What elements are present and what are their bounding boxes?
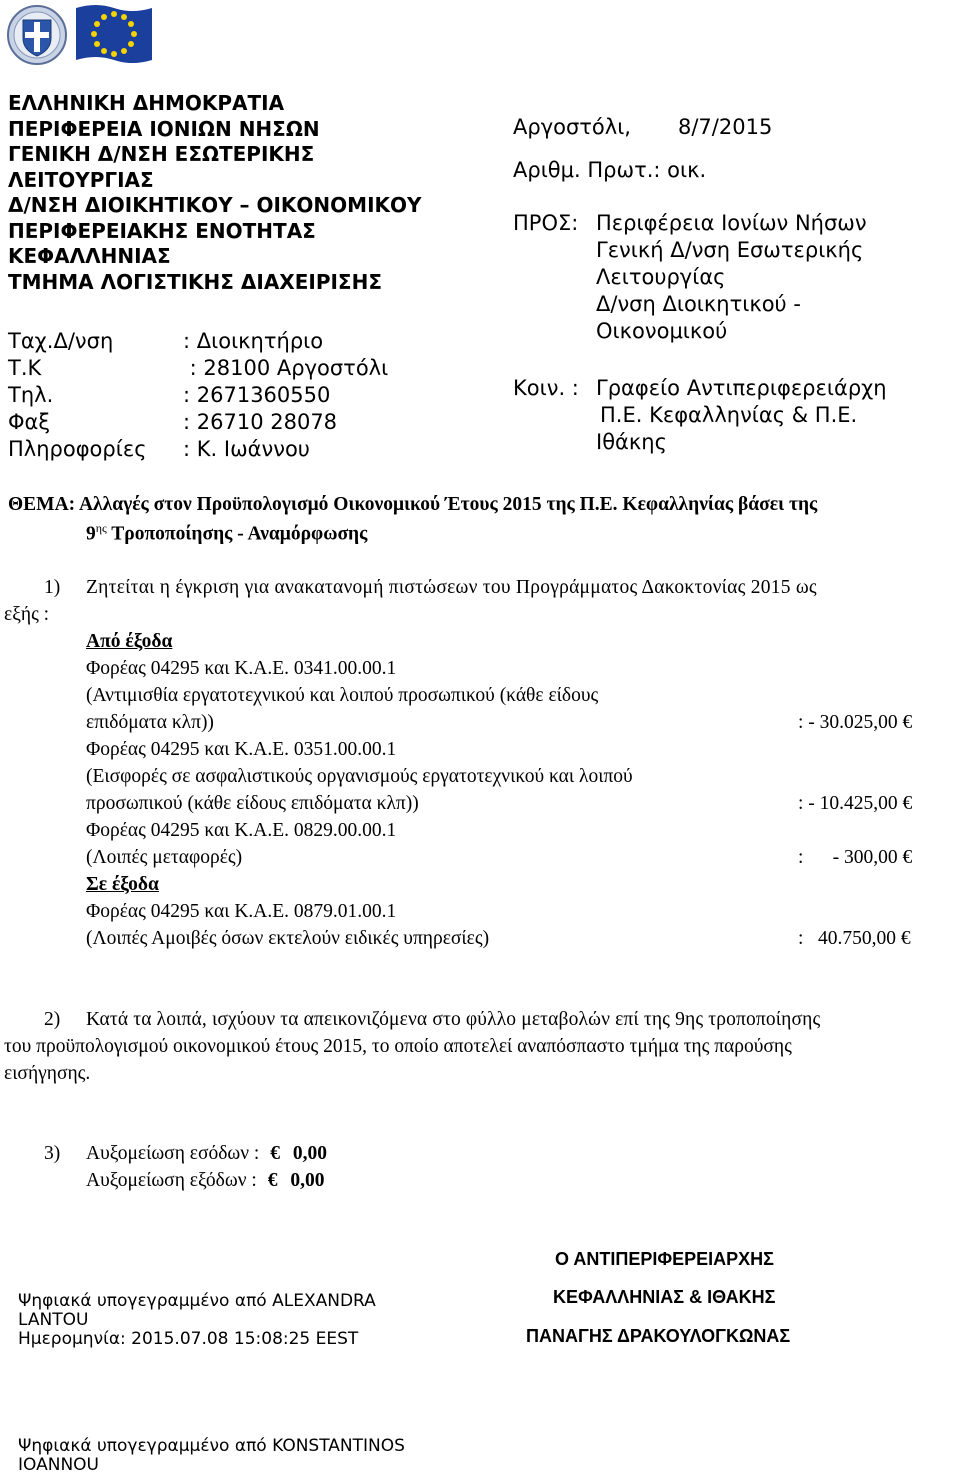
- digital-signature-1: [18, 1292, 376, 1349]
- line-item: Φορέας 04295 και Κ.Α.Ε. 0829.00.00.1: [86, 820, 397, 841]
- contact-value: : 2671360550: [183, 383, 331, 407]
- amount: : - 30.025,00 €: [798, 712, 913, 733]
- digital-signature-date: Ημερομηνία: 2015.07.08 15:08:25 EEST: [18, 1329, 359, 1349]
- contact-label: Ταχ.Δ/νση: [8, 329, 114, 353]
- contact-block: [8, 328, 388, 463]
- signer-region: ΚΕΦΑΛΛΗΝΙΑΣ & ΙΘΑΚΗΣ: [553, 1287, 776, 1307]
- eu-flag-logo: [74, 2, 154, 66]
- header-line: ΕΛΛΗΝΙΚΗ ΔΗΜΟΚΡΑΤΙΑ: [8, 91, 285, 115]
- amount: : - 10.425,00 €: [798, 793, 913, 814]
- line-item: Φορέας 04295 και Κ.Α.Ε. 0341.00.00.1: [86, 658, 397, 679]
- date-line: [513, 114, 772, 141]
- expense-change-row: [86, 1167, 324, 1194]
- digital-signature-text: IOANNOU: [18, 1455, 99, 1475]
- item2-text: Κατά τα λοιπά, ισχύουν τα απεικονιζόμενα στο φύλλο μεταβολών επί της 9ης τροποποίησης: [86, 1009, 821, 1030]
- recipient-line: Δ/νση Διοικητικού -: [596, 292, 801, 316]
- line-item: Φορέας 04295 και Κ.Α.Ε. 0351.00.00.1: [86, 739, 397, 760]
- signer-title: Ο ΑΝΤΙΠΕΡΙΦΕΡΕΙΑΡΧΗΣ: [555, 1249, 774, 1269]
- date: 8/7/2015: [678, 115, 773, 139]
- header-line: ΚΕΦΑΛΛΗΝΙΑΣ: [8, 244, 171, 268]
- expense-change-value: 0,00: [290, 1170, 325, 1191]
- recipient-label: ΠΡΟΣ:: [513, 211, 579, 235]
- subject-ordinal: 9: [86, 523, 96, 545]
- item2-text: εισήγησης.: [4, 1063, 91, 1084]
- revenue-change-value: 0,00: [292, 1143, 327, 1164]
- line-item: (Αντιμισθία εργατοτεχνικού και λοιπού προσωπικού (κάθε είδους: [86, 685, 599, 706]
- revenue-change-label: Αυξομείωση εσόδων :: [86, 1143, 260, 1164]
- header-line: ΓΕΝΙΚΗ Δ/ΝΣΗ ΕΣΩΤΕΡΙΚΗΣ: [8, 142, 315, 166]
- contact-value: : Διοικητήριο: [183, 329, 324, 353]
- item2-number: 2): [44, 1009, 61, 1030]
- euro-symbol: €: [267, 1170, 278, 1191]
- digital-signature-2: [18, 1437, 405, 1475]
- cc-line: Π.Ε. Κεφαλληνίας & Π.Ε.: [600, 403, 858, 427]
- subject-ordinal-suffix: ης: [95, 521, 107, 535]
- line-item: προσωπικού (κάθε είδους επιδόματα κλπ)): [86, 793, 419, 814]
- euro-symbol: €: [270, 1143, 280, 1164]
- subject-line-2: [86, 521, 367, 546]
- contact-label: Πληροφορίες: [8, 437, 147, 461]
- cc-line: Γραφείο Αντιπεριφερειάρχη: [596, 376, 887, 400]
- line-item: (Λοιπές Αμοιβές όσων εκτελούν ειδικές υπηρεσίες): [86, 928, 490, 949]
- recipient-line: Οικονομικού: [596, 319, 728, 343]
- contact-label: Φαξ: [8, 410, 51, 434]
- contact-label: Τ.Κ: [8, 356, 42, 380]
- greek-coat-of-arms-logo: [6, 4, 68, 66]
- from-expenses-heading: Από έξοδα: [86, 631, 173, 652]
- recipient-line: Λειτουργίας: [596, 265, 726, 289]
- expense-change-label: Αυξομείωση εξόδων :: [86, 1170, 257, 1191]
- digital-signature-text: Ψηφιακά υπογεγραμμένο από KONSTANTINOS: [18, 1436, 405, 1456]
- line-item: (Λοιπές μεταφορές): [86, 847, 243, 868]
- amount: : - 300,00 €: [798, 847, 913, 868]
- header-block: [8, 91, 422, 295]
- contact-value: : 28100 Αργοστόλι: [183, 356, 389, 380]
- item3-number: 3): [44, 1143, 61, 1164]
- item1-text-cont: εξής :: [4, 604, 50, 625]
- line-item: (Εισφορές σε ασφαλιστικούς οργανισμούς εργατοτεχνικού και λοιπού: [86, 766, 633, 787]
- place: Αργοστόλι,: [513, 115, 631, 139]
- header-line: ΤΜΗΜΑ ΛΟΓΙΣΤΙΚΗΣ ΔΙΑΧΕΙΡΙΣΗΣ: [8, 269, 382, 294]
- header-line: ΠΕΡΙΦΕΡΕΙΑΚΗΣ ΕΝΟΤΗΤΑΣ: [8, 218, 316, 243]
- contact-value: : 26710 28078: [183, 410, 338, 434]
- cc-line: Ιθάκης: [596, 430, 667, 454]
- line-item: Φορέας 04295 και Κ.Α.Ε. 0879.01.00.1: [86, 901, 397, 922]
- recipient-line: Γενική Δ/νση Εσωτερικής: [596, 238, 864, 262]
- to-expenses-heading: Σε έξοδα: [86, 874, 159, 895]
- contact-value: : Κ. Ιωάννου: [183, 437, 310, 461]
- digital-signature-text: LANTOU: [18, 1310, 89, 1330]
- amount: : 40.750,00 €: [798, 928, 911, 949]
- recipient-line: Περιφέρεια Ιονίων Νήσων: [596, 211, 867, 235]
- cc-label: Κοιν. :: [513, 376, 579, 400]
- line-item: επιδόματα κλπ)): [86, 712, 214, 733]
- protocol-number: Αριθμ. Πρωτ.: οικ.: [513, 158, 707, 182]
- subject-rest: Τροποποίησης - Αναμόρφωσης: [106, 523, 368, 545]
- digital-signature-text: Ψηφιακά υπογεγραμμένο από ALEXANDRA: [18, 1291, 376, 1311]
- contact-label: Τηλ.: [8, 383, 54, 407]
- recipient-block: [596, 210, 867, 345]
- header-line: Δ/ΝΣΗ ΔΙΟΙΚΗΤΙΚΟΥ – ΟΙΚΟΝΟΜΙΚΟΥ: [8, 193, 422, 217]
- header-line: ΠΕΡΙΦΕΡΕΙΑ ΙΟΝΙΩΝ ΝΗΣΩΝ: [8, 116, 320, 141]
- item1-number: 1): [44, 577, 61, 598]
- signer-name: ΠΑΝΑΓΗΣ ΔΡΑΚΟΥΛΟΓΚΩΝΑΣ: [526, 1326, 791, 1346]
- header-line: ΛΕΙΤΟΥΡΓΙΑΣ: [8, 167, 154, 192]
- item2-text: του προϋπολογισμού οικονομικού έτους 2015, το οποίο αποτελεί αναπόσπαστο τμήμα της παρούσης: [4, 1036, 792, 1057]
- subject-line: ΘΕΜΑ: Αλλαγές στον Προϋπολογισμό Οικονομικού Έτους 2015 της Π.Ε. Κεφαλληνίας βάσει της: [8, 494, 818, 515]
- item1-text: Ζητείται η έγκριση για ανακατανομή πιστώσεων του Προγράμματος Δακοκτονίας 2015 ως: [86, 577, 817, 598]
- revenue-change-row: [86, 1140, 327, 1167]
